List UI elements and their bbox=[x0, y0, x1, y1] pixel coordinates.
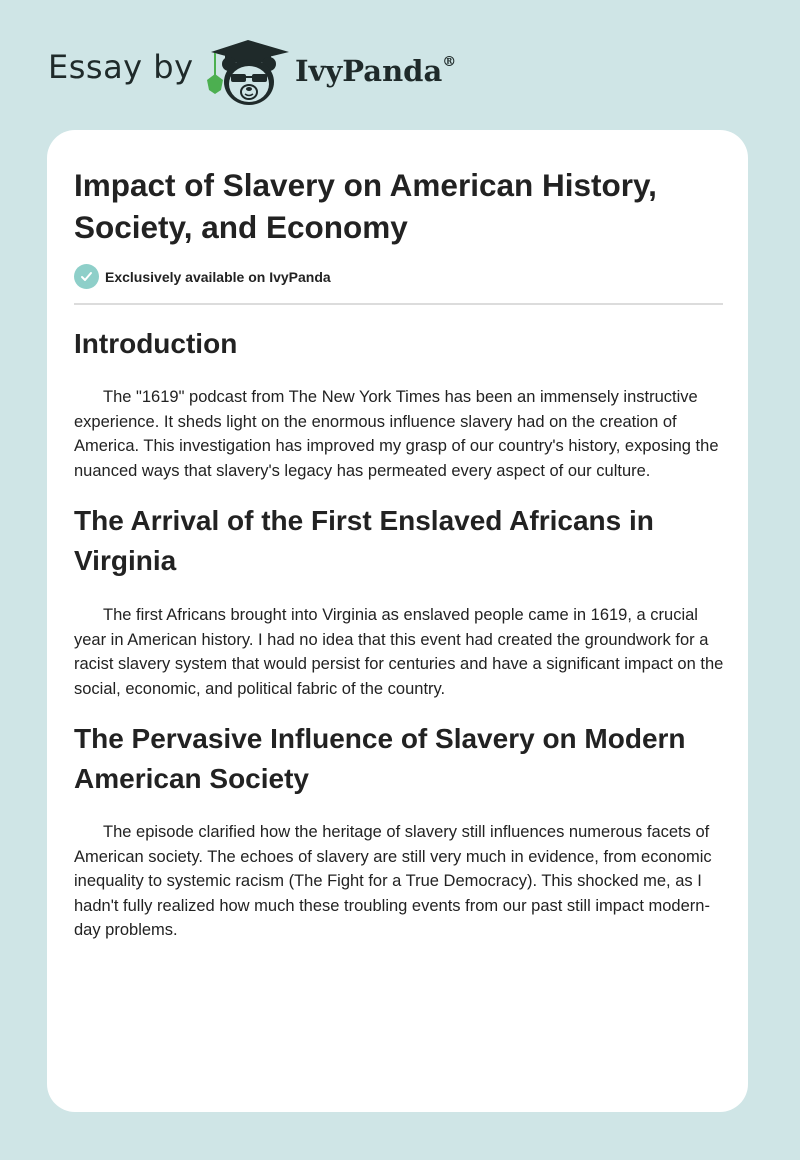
section-paragraph-pervasive-influence: The episode clarified how the heritage of slavery still influences numerous facets of American society. The echoes of slavery are still very much in evidence, from economic inequality to systemic racism (The Fight for a True Democracy). This shocked me, as I hadn't fully realized how much these troubling events from our past still impact modern-day problems. bbox=[74, 823, 712, 939]
section-paragraph-arrival: The first Africans brought into Virginia as enslaved people came in 1619, a crucial year in American history. I had no idea that this event had created the groundwork for a racist slavery system that would persist for centuries and have a significant impact on the social, economic, and political fabric of the country. bbox=[74, 606, 724, 698]
section-heading-pervasive-influence: The Pervasive Influence of Slavery on Modern American Society bbox=[74, 723, 686, 794]
divider bbox=[74, 303, 723, 305]
section-heading-introduction: Introduction bbox=[74, 328, 238, 359]
site-header bbox=[0, 0, 800, 130]
panda-graduate-icon[interactable] bbox=[203, 36, 293, 108]
exclusive-label: Exclusively available on IvyPanda bbox=[105, 268, 331, 285]
essay-by-label: Essay by bbox=[48, 48, 194, 86]
checkmark-circle-icon bbox=[74, 264, 99, 289]
brand-name[interactable]: IvyPanda® bbox=[295, 54, 457, 88]
exclusive-badge bbox=[74, 264, 331, 289]
section-paragraph-introduction: The "1619" podcast from The New York Times has been an immensely instructive experience. It sheds light on the enormous influence slavery had on the creation of America. This investigation has improved my grasp of our country's history, exposing the nuanced ways that slavery's legacy has permeated every aspect of our culture. bbox=[74, 388, 719, 480]
essay-card bbox=[47, 130, 748, 1112]
section-heading-arrival: The Arrival of the First Enslaved Africans in Virginia bbox=[74, 505, 654, 576]
essay-title: Impact of Slavery on American History, Society, and Economy bbox=[74, 167, 657, 245]
